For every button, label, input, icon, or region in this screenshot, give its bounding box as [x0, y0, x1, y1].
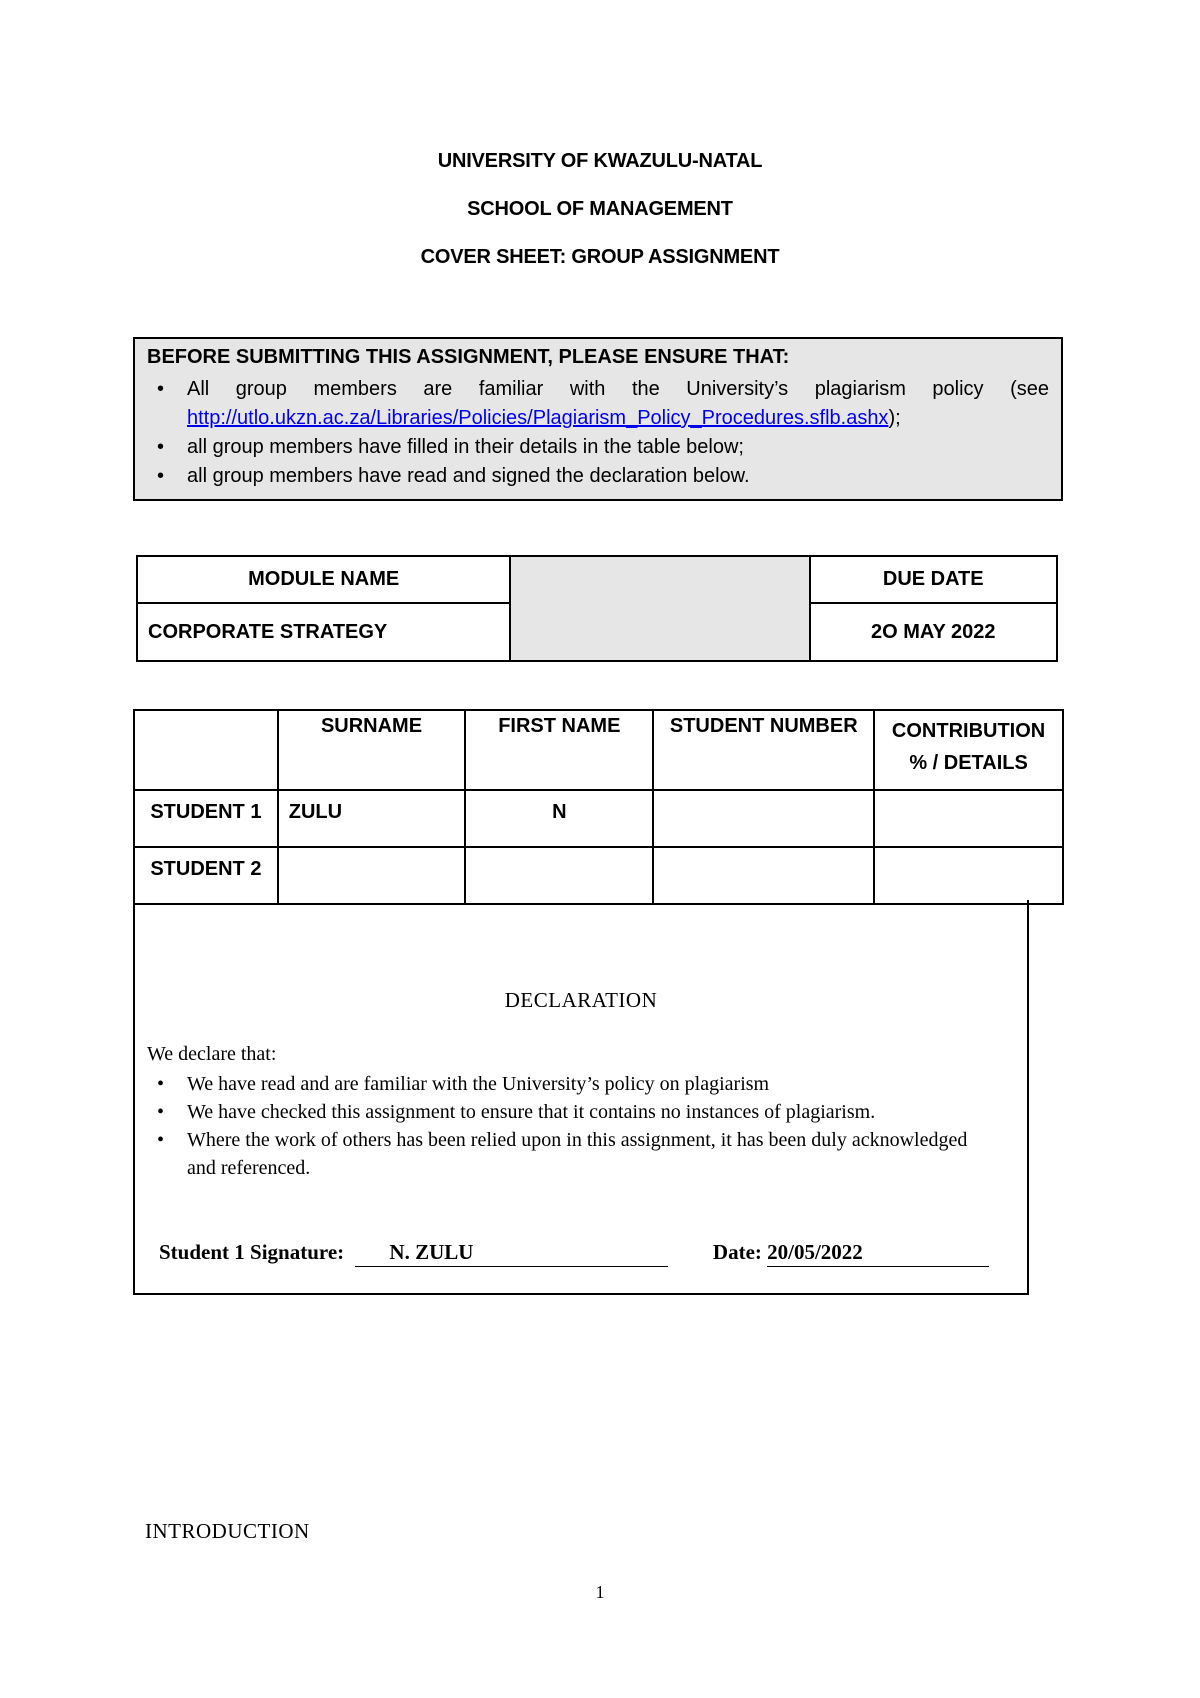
cover-sheet-title: COVER SHEET: GROUP ASSIGNMENT — [420, 246, 780, 268]
students-table — [133, 709, 1064, 905]
date-label: Date: — [712, 1240, 762, 1264]
declaration-item-text: We have checked this assignment to ensure that it contains no instances of plagiarism. — [187, 1101, 876, 1123]
checklist-item-details — [147, 433, 1049, 462]
checklist-item-text: all group members have filled in their details in the table below; — [187, 436, 744, 458]
student-1-contribution — [874, 790, 1063, 847]
date-value: 20/05/2022 — [767, 1240, 863, 1264]
student-1-number — [653, 790, 874, 847]
contribution-header-line1: CONTRIBUTION — [891, 720, 1046, 742]
module-blank-cell — [510, 556, 809, 661]
corner-cell — [134, 710, 278, 790]
checklist-item-policy — [147, 375, 1049, 433]
declaration-list — [147, 1070, 987, 1182]
student-2-label: STUDENT 2 — [134, 847, 278, 904]
declaration-item-text: We have read and are familiar with the University’s policy on plagiarism — [187, 1073, 770, 1095]
declaration-item-text: Where the work of others has been relied upon in this assignment, it has been duly acknowledged and referenced. — [187, 1129, 968, 1179]
student-2-first-name — [465, 847, 653, 904]
plagiarism-policy-link[interactable]: http://utlo.ukzn.ac.za/Libraries/Policies/Plagiarism_Policy_Procedures.sflb.ashx — [187, 407, 889, 429]
student-2-number — [653, 847, 874, 904]
signature-field[interactable] — [355, 1240, 668, 1267]
checklist-title: BEFORE SUBMITTING THIS ASSIGNMENT, PLEASE ENSURE THAT: — [147, 346, 790, 368]
module-table — [136, 555, 1058, 662]
bullet-icon: • — [157, 1129, 165, 1151]
student-2-contribution — [874, 847, 1063, 904]
table-row — [134, 790, 1063, 847]
bullet-icon: • — [157, 436, 165, 458]
table-row — [134, 847, 1063, 904]
bullet-icon: • — [157, 1073, 165, 1095]
signature-value: N. ZULU — [389, 1240, 474, 1264]
list-item — [147, 1098, 987, 1126]
page-number: 1 — [595, 1582, 605, 1602]
student-1-surname: ZULU — [278, 790, 465, 847]
declaration-box — [133, 900, 1029, 1295]
student-1-label: STUDENT 1 — [134, 790, 278, 847]
list-item — [147, 1070, 987, 1098]
list-item — [147, 1126, 987, 1182]
declaration-title: DECLARATION — [504, 988, 658, 1012]
bullet-icon: • — [157, 465, 165, 487]
first-name-header: FIRST NAME — [465, 710, 653, 790]
university-name: UNIVERSITY OF KWAZULU-NATAL — [437, 150, 763, 172]
introduction-heading: INTRODUCTION — [145, 1519, 310, 1543]
checklist-item-text: All group members are familiar with the University’s plagiarism policy (see — [187, 378, 1049, 400]
school-name: SCHOOL OF MANAGEMENT — [467, 198, 733, 220]
module-name-value: CORPORATE STRATEGY — [137, 603, 510, 661]
signature-row — [159, 1240, 989, 1267]
module-name-header: MODULE NAME — [137, 556, 510, 603]
student-number-header: STUDENT NUMBER — [653, 710, 874, 790]
student-2-surname — [278, 847, 465, 904]
declaration-intro: We declare that: — [147, 1043, 277, 1065]
surname-header: SURNAME — [278, 710, 465, 790]
signature-label: Student 1 Signature: — [159, 1240, 345, 1264]
bullet-icon: • — [157, 1101, 165, 1123]
student-1-first-name: N — [465, 790, 653, 847]
due-date-header: DUE DATE — [810, 556, 1058, 603]
date-field[interactable] — [767, 1240, 989, 1267]
submission-checklist-box — [133, 337, 1063, 501]
checklist-item-declaration — [147, 462, 1049, 491]
due-date-value: 2O MAY 2022 — [810, 603, 1058, 661]
bullet-icon: • — [157, 378, 165, 400]
checklist — [147, 375, 1049, 491]
checklist-item-text: all group members have read and signed the declaration below. — [187, 465, 750, 487]
link-suffix: ); — [888, 407, 901, 429]
contribution-header — [874, 710, 1063, 790]
contribution-header-line2: % / DETAILS — [909, 752, 1028, 774]
